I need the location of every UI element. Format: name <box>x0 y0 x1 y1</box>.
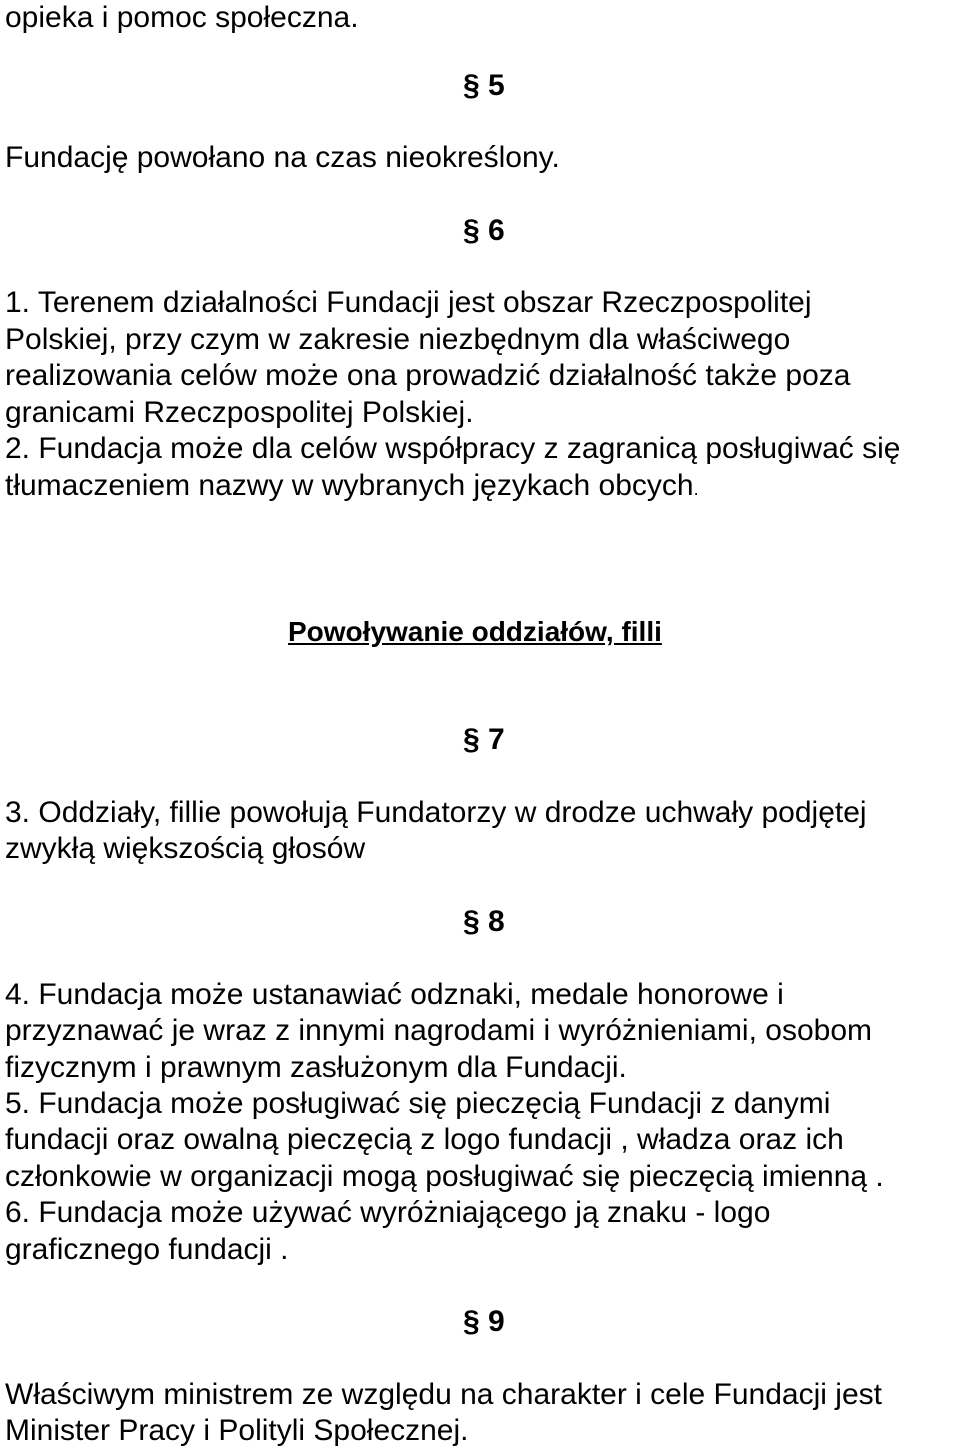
translation-line-2-end: . <box>693 479 699 499</box>
honors-line-3: fizycznym i prawnym zasłużonym dla Fundacji. <box>5 1051 627 1084</box>
translation-line-1: 2. Fundacja może dla celów współpracy z zagranicą posługiwać się <box>5 432 901 465</box>
translation-line-2 <box>5 468 699 507</box>
ministry-line-2: Minister Pracy i Polityli Społecznej. <box>5 1414 469 1447</box>
branches-heading: Powoływanie oddziałów, filli <box>288 616 662 647</box>
section-6-heading: § 6 <box>463 214 505 247</box>
territory-line-2: Polskiej, przy czym w zakresie niezbędnym dla właściwego <box>5 323 791 356</box>
seal-line-3: członkowie w organizacji mogą posługiwać się pieczęcią imienną . <box>5 1160 884 1193</box>
territory-line-4: granicami Rzeczpospolitej Polskiej. <box>5 396 474 429</box>
seal-line-1: 5. Fundacja może posługiwać się pieczęcią Fundacji z danymi <box>5 1087 831 1120</box>
section-9-heading: § 9 <box>463 1305 505 1338</box>
seal-line-2: fundacji oraz owalną pieczęcią z logo fundacji , władza oraz ich <box>5 1123 844 1156</box>
section-8-heading: § 8 <box>463 905 505 938</box>
logo-line-1: 6. Fundacja może używać wyróżniającego ją znaku - logo <box>5 1196 771 1229</box>
intro-tail-text: opieka i pomoc społeczna. <box>5 1 359 34</box>
ministry-line-1: Właściwym ministrem ze względu na charakter i cele Fundacji jest <box>5 1378 882 1411</box>
territory-line-1: 1. Terenem działalności Fundacji jest obszar Rzeczpospolitej <box>5 286 812 319</box>
logo-line-2: graficznego fundacji . <box>5 1233 289 1266</box>
honors-line-1: 4. Fundacja może ustanawiać odznaki, medale honorowe i <box>5 978 784 1011</box>
section-5-heading: § 5 <box>463 69 505 102</box>
honors-line-2: przyznawać je wraz z innymi nagrodami i wyróżnieniami, osobom <box>5 1014 872 1047</box>
duration-paragraph: Fundację powołano na czas nieokreślony. <box>5 141 560 174</box>
territory-line-3: realizowania celów może ona prowadzić działalność także poza <box>5 359 851 392</box>
translation-line-2-text: tłumaczeniem nazwy w wybranych językach obcych <box>5 469 694 502</box>
section-7-heading: § 7 <box>463 723 505 756</box>
branches-line-2: zwykłą większością głosów <box>5 832 366 865</box>
branches-line-1: 3. Oddziały, fillie powołują Fundatorzy w drodze uchwały podjętej <box>5 796 867 829</box>
